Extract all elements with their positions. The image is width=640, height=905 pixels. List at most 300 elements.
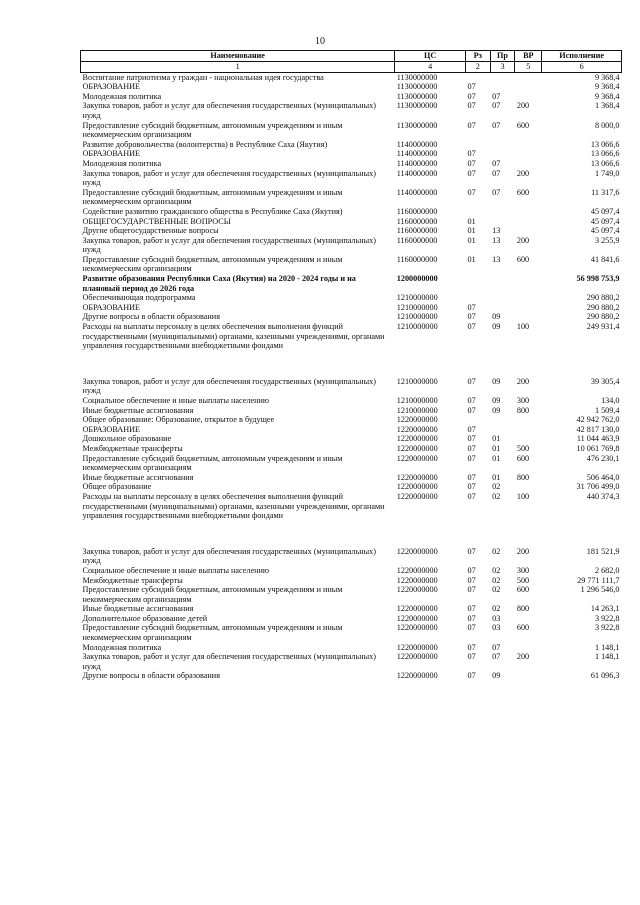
row-cs-code: 1220000000 (396, 472, 438, 482)
row-pr-code (490, 207, 515, 217)
row-name: Молодежная политика (82, 91, 162, 101)
spacer-cell (81, 521, 622, 547)
row-vr-code (515, 293, 542, 303)
row-execution-value: 476 230,1 (586, 453, 620, 463)
row-pr-code: 07 (492, 158, 501, 168)
row-cs-code: 1220000000 (396, 613, 438, 623)
row-cs-code: 1220000000 (396, 546, 438, 556)
table-row (81, 255, 622, 274)
row-rz-code: 07 (467, 91, 476, 101)
row-rz-code: 07 (467, 546, 476, 556)
row-rz-code (465, 140, 490, 150)
row-pr-code: 01 (492, 443, 501, 453)
row-name: Молодежная политика (82, 642, 162, 652)
row-pr-code: 02 (492, 491, 501, 501)
row-vr-code (515, 207, 542, 217)
row-name: ОБРАЗОВАНИЕ (82, 82, 141, 92)
row-name: Молодежная политика (82, 158, 162, 168)
row-rz-code: 07 (467, 405, 476, 415)
row-rz-code: 07 (467, 443, 476, 453)
row-name: Воспитание патриотизма у граждан - национальная идея государства (82, 72, 324, 82)
row-cs-code: 1210000000 (396, 396, 438, 405)
column-number: 4 (395, 62, 466, 73)
row-vr-code: 500 (516, 443, 530, 453)
row-execution-value: 10 061 769,8 (576, 443, 620, 453)
table-row (81, 614, 622, 624)
table-row (81, 671, 622, 681)
row-cs-code: 1220000000 (396, 652, 438, 662)
row-rz-code: 07 (467, 613, 476, 623)
table-row (81, 585, 622, 604)
row-rz-code: 07 (467, 158, 476, 168)
row-pr-code: 09 (492, 396, 501, 405)
row-rz-code (465, 293, 490, 303)
row-rz-code: 01 (467, 226, 476, 236)
header-vr: ВР (515, 51, 542, 62)
row-name: Развитие образования Республики Саха (Якутия) на 2020 - 2024 годы и на плановый период до 2026 года (82, 274, 356, 293)
table-row (81, 576, 622, 586)
row-cs-code: 1160000000 (396, 254, 438, 264)
row-vr-code: 600 (516, 453, 530, 463)
row-cs-code: 1130000000 (396, 82, 438, 92)
row-vr-code: 300 (516, 565, 530, 575)
row-name: ОБРАЗОВАНИЕ (82, 149, 141, 159)
row-cs-code: 1140000000 (396, 168, 438, 178)
row-cs-code: 1220000000 (396, 453, 438, 463)
row-pr-code: 02 (492, 575, 501, 585)
row-pr-code: 07 (492, 101, 501, 111)
row-rz-code: 07 (467, 623, 476, 633)
row-name: Закупка товаров, работ и услуг для обеспечения государственных (муниципальных) нужд (82, 376, 376, 396)
row-cs-code: 1220000000 (396, 491, 438, 501)
row-pr-code: 03 (492, 613, 501, 623)
row-pr-code: 13 (492, 235, 501, 245)
row-vr-code: 600 (516, 254, 530, 264)
row-name: Социальное обеспечение и иные выплаты населению (82, 565, 269, 575)
row-cs-code: 1140000000 (396, 187, 438, 197)
row-vr-code: 600 (516, 585, 530, 595)
row-pr-code: 13 (492, 254, 501, 264)
table-row (81, 72, 622, 82)
row-rz-code: 07 (467, 168, 476, 178)
row-cs-code: 1130000000 (396, 120, 438, 130)
row-cs-code: 1130000000 (396, 101, 438, 111)
row-rz-code: 07 (467, 453, 476, 463)
row-cs-code: 1220000000 (396, 575, 438, 585)
row-cs-code: 1160000000 (396, 226, 438, 236)
row-cs-code: 1130000000 (396, 72, 438, 82)
row-name: Другие вопросы в области образования (82, 671, 220, 681)
row-rz-code: 07 (467, 642, 476, 652)
row-cs-code: 1210000000 (396, 302, 438, 312)
row-name: Закупка товаров, работ и услуг для обеспечения государственных (муниципальных) нужд (82, 235, 376, 255)
row-rz-code: 07 (467, 376, 476, 386)
row-execution-value: 61 096,3 (590, 671, 620, 681)
row-cs-code: 1220000000 (396, 623, 438, 633)
row-pr-code: 01 (492, 434, 501, 444)
row-execution-value: 9 368,4 (594, 72, 620, 82)
row-vr-code (515, 82, 542, 92)
row-name: Общее образование (82, 482, 152, 492)
row-cs-code: 1220000000 (396, 671, 438, 681)
row-name: Закупка товаров, работ и услуг для обеспечения государственных (муниципальных) нужд (82, 101, 376, 120)
row-vr-code: 200 (516, 376, 530, 386)
row-pr-code: 07 (492, 642, 501, 652)
row-cs-code: 1210000000 (396, 405, 438, 415)
table-row (81, 82, 622, 92)
row-vr-code (515, 226, 542, 236)
row-cs-code: 1220000000 (396, 415, 438, 425)
row-vr-code (515, 415, 542, 425)
table-row (81, 322, 622, 351)
row-vr-code: 800 (516, 405, 530, 415)
row-pr-code: 02 (492, 565, 501, 575)
header-row (81, 51, 622, 62)
row-execution-value: 31 706 499,0 (576, 482, 620, 492)
row-execution-value: 506 464,0 (586, 472, 620, 482)
row-name: Иные бюджетные ассигнования (82, 604, 194, 614)
row-pr-code: 07 (492, 187, 501, 197)
row-execution-value: 1 148,1 (594, 652, 620, 662)
row-cs-code: 1220000000 (396, 565, 438, 575)
row-name: Предоставление субсидий бюджетным, автономным учреждениям и иным некоммерческим организациям (82, 187, 343, 207)
row-rz-code (465, 274, 490, 293)
row-execution-value: 13 066,6 (590, 139, 620, 149)
row-cs-code: 1220000000 (396, 585, 438, 595)
row-vr-code (515, 217, 542, 227)
table-row (81, 406, 622, 416)
row-execution-value: 3 922,8 (594, 613, 620, 623)
row-execution-value: 42 817 130,0 (576, 424, 620, 434)
row-execution-value: 29 771 111,7 (577, 575, 620, 585)
row-name: ОБРАЗОВАНИЕ (82, 302, 141, 312)
row-vr-code: 500 (516, 575, 530, 585)
row-execution-value: 1 148,1 (594, 642, 620, 652)
table-row (81, 312, 622, 322)
table-row (81, 604, 622, 614)
row-rz-code: 07 (467, 472, 476, 482)
row-pr-code: 09 (492, 376, 501, 386)
row-rz-code: 07 (467, 82, 476, 92)
row-pr-code: 02 (492, 604, 501, 614)
row-rz-code: 07 (467, 101, 476, 111)
row-cs-code: 1160000000 (396, 216, 438, 226)
row-pr-code: 09 (492, 405, 501, 415)
column-number: 6 (542, 62, 622, 73)
row-execution-value: 9 368,4 (594, 82, 620, 92)
row-name: Закупка товаров, работ и услуг для обеспечения государственных (муниципальных) нужд (82, 546, 376, 566)
row-pr-code (490, 415, 515, 425)
row-execution-value: 8 000,0 (594, 120, 620, 130)
row-cs-code: 1210000000 (396, 376, 438, 386)
row-vr-code (515, 643, 542, 653)
table-row (81, 293, 622, 303)
row-pr-code: 13 (492, 226, 501, 236)
row-execution-value: 290 880,2 (586, 302, 620, 312)
table-body (81, 72, 622, 681)
row-cs-code: 1210000000 (396, 312, 438, 322)
row-name: Другие общегосударственные вопросы (82, 226, 219, 236)
table-row (81, 274, 622, 293)
row-rz-code: 07 (467, 652, 476, 662)
row-rz-code: 07 (467, 585, 476, 595)
row-pr-code: 01 (492, 453, 501, 463)
column-number: 1 (81, 62, 395, 73)
row-vr-code: 200 (516, 235, 530, 245)
row-pr-code: 07 (492, 91, 501, 101)
table-row (81, 217, 622, 227)
table-row (81, 377, 622, 396)
column-number: 5 (515, 62, 542, 73)
row-vr-code (515, 149, 542, 159)
row-cs-code: 1220000000 (396, 482, 438, 492)
table-row (81, 236, 622, 255)
header-name: Наименование (81, 51, 395, 62)
row-name: Расходы на выплаты персоналу в целях обеспечения выполнения функций государственными (муниципальными) органами, казенными учреждениями, органами управления государственными внебюджетными фондами (82, 491, 385, 521)
row-rz-code: 07 (467, 671, 476, 681)
row-vr-code (515, 425, 542, 435)
row-execution-value: 9 368,4 (594, 91, 620, 101)
row-cs-code: 1160000000 (396, 235, 438, 245)
table-row (81, 643, 622, 653)
row-vr-code (515, 159, 542, 169)
table-row (81, 101, 622, 120)
row-name: Иные бюджетные ассигнования (82, 405, 194, 415)
row-pr-code: 07 (492, 120, 501, 130)
spacer-row (81, 351, 622, 377)
row-name: Обеспечивающая подпрограмма (82, 293, 196, 303)
row-name: Развитие добровольчества (волонтерства) в Республике Саха (Якутия) (82, 139, 328, 149)
table-row (81, 303, 622, 313)
row-pr-code: 02 (492, 546, 501, 556)
header-rz: Рз (465, 51, 490, 62)
column-number: 2 (465, 62, 490, 73)
row-cs-code: 1130000000 (396, 91, 438, 101)
row-vr-code (515, 72, 542, 82)
row-vr-code: 200 (516, 168, 530, 178)
table-row (81, 121, 622, 140)
table-row (81, 159, 622, 169)
row-name: Предоставление субсидий бюджетным, автономным учреждениям и иным некоммерческим организациям (82, 585, 343, 604)
row-execution-value: 56 998 753,9 (576, 274, 620, 284)
row-execution-value: 13 066,6 (590, 149, 620, 159)
row-execution-value: 3 922,8 (594, 623, 620, 633)
table-row (81, 415, 622, 425)
row-execution-value: 440 374,3 (586, 491, 620, 501)
row-vr-code: 600 (516, 623, 530, 633)
table-row (81, 188, 622, 207)
row-rz-code: 07 (467, 396, 476, 405)
table-row (81, 454, 622, 473)
row-cs-code: 1220000000 (396, 434, 438, 444)
row-rz-code: 07 (467, 312, 476, 322)
row-rz-code: 07 (467, 149, 476, 159)
row-vr-code (515, 140, 542, 150)
row-rz-code: 07 (467, 322, 476, 332)
row-vr-code: 100 (516, 322, 530, 332)
row-name: Расходы на выплаты персоналу в целях обеспечения выполнения функций государственными (муниципальными) органами, казенными учреждениями, органами управления государственными внебюджетными фондами (82, 322, 385, 351)
row-rz-code: 07 (467, 187, 476, 197)
table-row (81, 473, 622, 483)
row-cs-code: 1140000000 (396, 158, 438, 168)
row-name: ОБЩЕГОСУДАРСТВЕННЫЕ ВОПРОСЫ (82, 216, 231, 226)
spacer-row (81, 521, 622, 547)
row-pr-code (490, 303, 515, 313)
row-pr-code: 07 (492, 652, 501, 662)
row-rz-code: 07 (467, 424, 476, 434)
row-rz-code: 07 (467, 565, 476, 575)
row-vr-code: 200 (516, 101, 530, 111)
row-execution-value: 134,0 (601, 396, 620, 405)
row-pr-code: 09 (492, 312, 501, 322)
row-name: Предоставление субсидий бюджетным, автономным учреждениям и иным некоммерческим организациям (82, 120, 343, 140)
row-execution-value: 45 097,4 (590, 226, 620, 236)
row-pr-code (490, 72, 515, 82)
row-rz-code: 01 (467, 216, 476, 226)
row-vr-code (515, 274, 542, 293)
row-execution-value: 1 296 546,0 (580, 585, 620, 595)
table-row (81, 623, 622, 642)
row-name: Содействие развитию гражданского общества в Республике Саха (Якутия) (82, 206, 343, 216)
row-cs-code: 1140000000 (396, 149, 438, 159)
table-row (81, 425, 622, 435)
row-pr-code: 02 (492, 585, 501, 595)
row-name: Межбюджетные трансферты (82, 443, 183, 453)
table-header (81, 51, 622, 73)
row-vr-code (515, 671, 542, 681)
row-pr-code: 09 (492, 322, 501, 332)
table-row (81, 444, 622, 454)
row-rz-code: 07 (467, 604, 476, 614)
row-pr-code (490, 82, 515, 92)
page-number: 10 (315, 36, 325, 47)
table-row (81, 547, 622, 566)
table-row (81, 652, 622, 671)
row-rz-code: 01 (467, 254, 476, 264)
table-row (81, 149, 622, 159)
row-name: Общее образование: Образование, открытое в будущее (82, 415, 275, 425)
row-pr-code: 01 (492, 472, 501, 482)
row-execution-value: 45 097,4 (590, 216, 620, 226)
row-vr-code (515, 303, 542, 313)
header-cs: ЦС (395, 51, 466, 62)
row-name: Предоставление субсидий бюджетным, автономным учреждениям и иным некоммерческим организациям (82, 453, 343, 473)
row-pr-code: 09 (492, 671, 501, 681)
row-name: Другие вопросы в области образования (82, 312, 220, 322)
row-cs-code: 1220000000 (396, 604, 438, 614)
row-vr-code: 600 (516, 187, 530, 197)
row-cs-code: 1200000000 (396, 274, 438, 284)
row-pr-code (490, 149, 515, 159)
row-vr-code: 800 (516, 604, 530, 614)
row-pr-code (490, 293, 515, 303)
row-rz-code: 07 (467, 120, 476, 130)
row-rz-code (465, 415, 490, 425)
row-name: Предоставление субсидий бюджетным, автономным учреждениям и иным некоммерческим организациям (82, 623, 343, 643)
table-row (81, 482, 622, 492)
row-rz-code (465, 207, 490, 217)
row-pr-code: 02 (492, 482, 501, 492)
row-vr-code: 800 (516, 472, 530, 482)
row-cs-code: 1220000000 (396, 642, 438, 652)
row-name: Межбюджетные трансферты (82, 575, 183, 585)
table-row (81, 396, 622, 406)
row-pr-code (490, 274, 515, 293)
row-execution-value: 45 097,4 (590, 206, 620, 216)
row-execution-value: 14 263,1 (590, 604, 620, 614)
column-number: 3 (490, 62, 515, 73)
row-vr-code (515, 312, 542, 322)
row-vr-code: 300 (516, 396, 530, 405)
table-row (81, 566, 622, 576)
column-number-row (81, 62, 622, 73)
table-row (81, 226, 622, 236)
row-name: Предоставление субсидий бюджетным, автономным учреждениям и иным некоммерческим организациям (82, 254, 343, 274)
row-execution-value: 3 255,9 (594, 235, 620, 245)
row-rz-code: 07 (467, 302, 476, 312)
row-execution-value: 1 749,0 (594, 168, 620, 178)
row-cs-code: 1210000000 (396, 322, 438, 332)
row-rz-code: 07 (467, 575, 476, 585)
row-name: Закупка товаров, работ и услуг для обеспечения государственных (муниципальных) нужд (82, 652, 376, 671)
row-name: Социальное обеспечение и иные выплаты населению (82, 396, 269, 405)
header-execution: Исполнение (542, 51, 622, 62)
row-vr-code: 600 (516, 120, 530, 130)
row-pr-code (490, 140, 515, 150)
row-cs-code: 1220000000 (396, 443, 438, 453)
row-name: Дополнительное образование детей (82, 613, 208, 623)
budget-table (80, 50, 622, 681)
row-vr-code (515, 92, 542, 102)
row-cs-code: 1220000000 (396, 424, 438, 434)
table-row (81, 169, 622, 188)
row-name: Дошкольное образование (82, 434, 172, 444)
row-vr-code (515, 482, 542, 492)
row-execution-value: 290 880,2 (586, 293, 620, 303)
row-rz-code: 07 (467, 482, 476, 492)
row-cs-code: 1210000000 (396, 293, 438, 303)
row-execution-value: 290 880,2 (586, 312, 620, 322)
spacer-cell (81, 351, 622, 377)
table-row (81, 92, 622, 102)
row-rz-code (465, 72, 490, 82)
row-execution-value: 181 521,9 (586, 546, 620, 556)
table-row (81, 434, 622, 444)
row-pr-code: 03 (492, 623, 501, 633)
row-execution-value: 39 305,4 (590, 376, 620, 386)
row-pr-code: 07 (492, 168, 501, 178)
row-execution-value: 1 368,4 (594, 101, 620, 111)
row-execution-value: 2 682,0 (594, 565, 620, 575)
row-execution-value: 13 066,6 (590, 158, 620, 168)
row-pr-code (490, 217, 515, 227)
row-name: ОБРАЗОВАНИЕ (82, 424, 141, 434)
row-execution-value: 11 044 463,9 (576, 434, 620, 444)
row-vr-code: 200 (516, 546, 530, 556)
row-rz-code: 07 (467, 491, 476, 501)
row-cs-code: 1160000000 (396, 206, 438, 216)
table-row (81, 492, 622, 521)
table-row (81, 140, 622, 150)
row-name: Закупка товаров, работ и услуг для обеспечения государственных (муниципальных) нужд (82, 168, 376, 188)
row-name: Иные бюджетные ассигнования (82, 472, 194, 482)
row-vr-code: 100 (516, 491, 530, 501)
row-rz-code: 01 (467, 235, 476, 245)
row-execution-value: 249 931,4 (586, 322, 620, 332)
row-pr-code (490, 425, 515, 435)
row-vr-code (515, 434, 542, 444)
table-row (81, 207, 622, 217)
